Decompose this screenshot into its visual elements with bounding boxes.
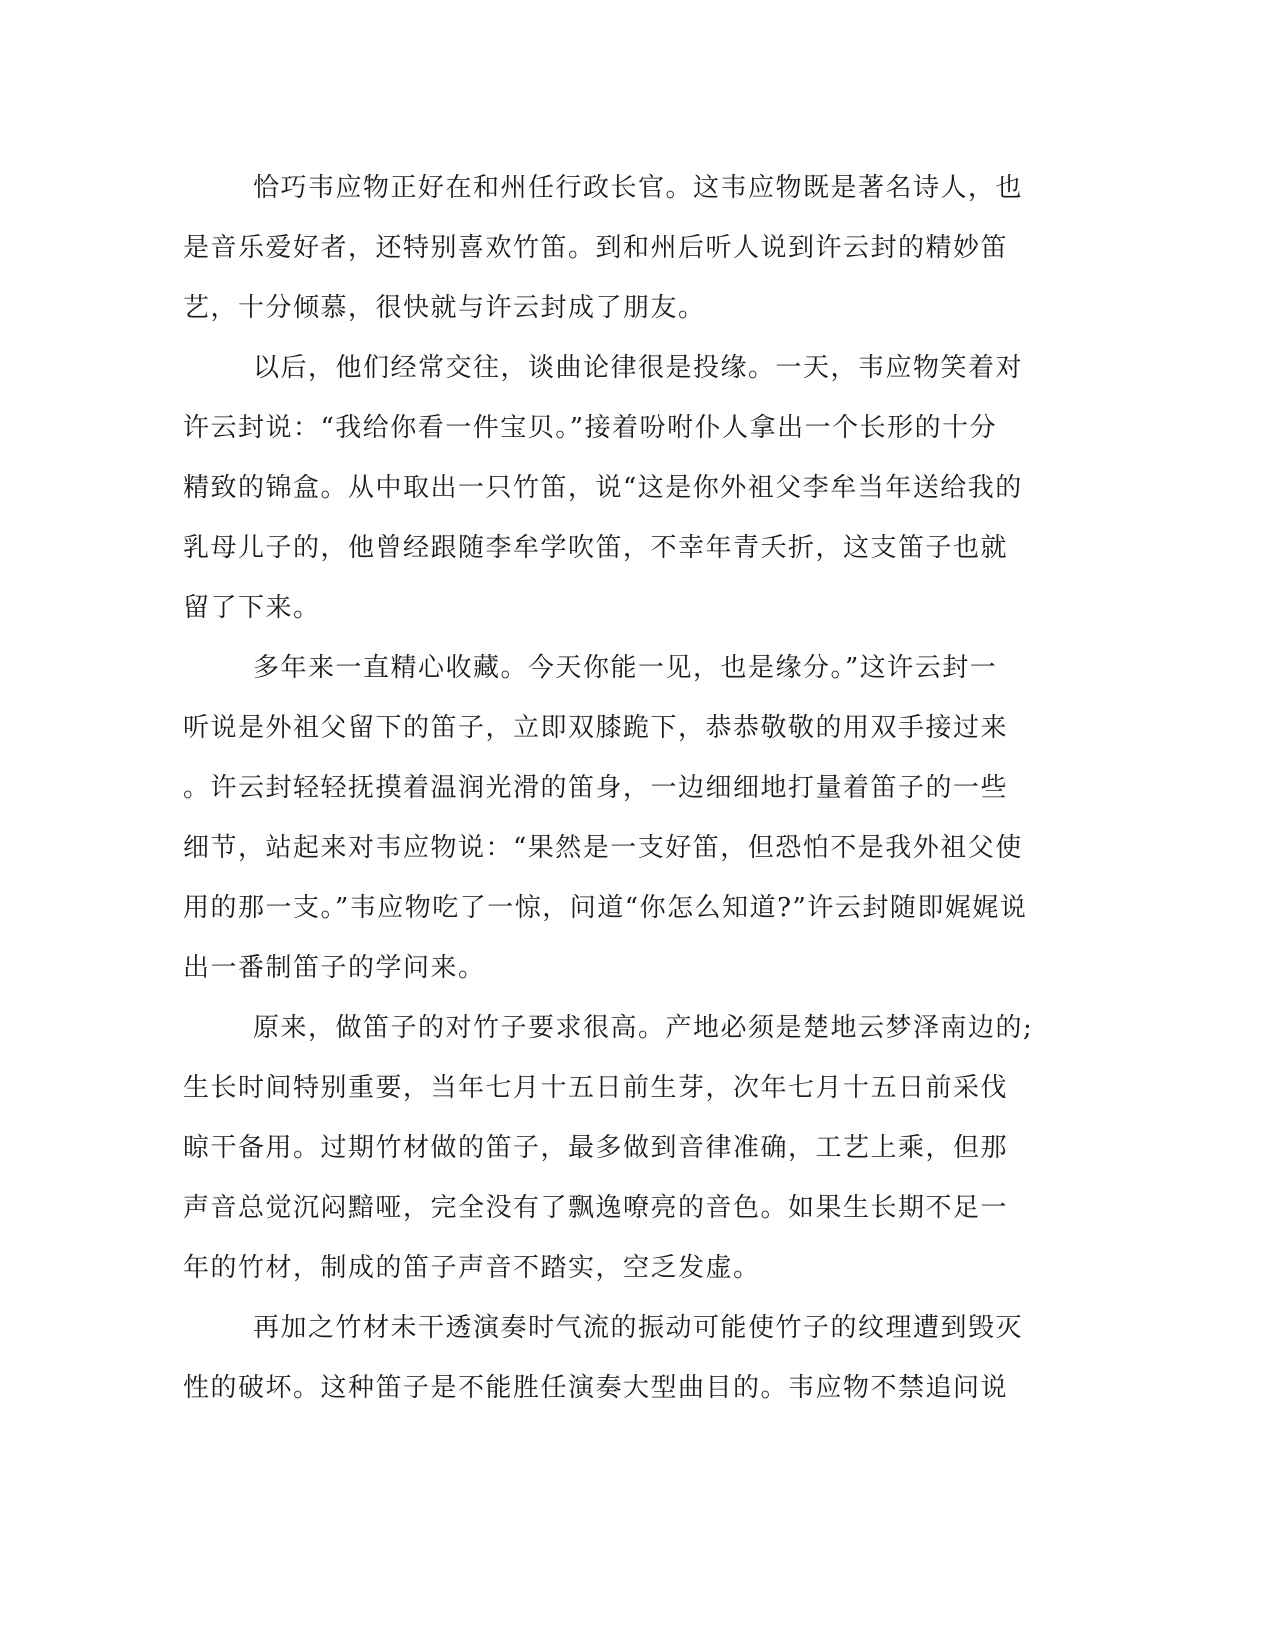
text-line: 艺，十分倾慕，很快就与许云封成了朋友。 — [183, 293, 706, 323]
text-line: 原来，做笛子的对竹子要求很高。产地必须是楚地云梦泽南边的; — [253, 1013, 1034, 1043]
text-line: 听说是外祖父留下的笛子，立即双膝跪下，恭恭敬敬的用双手接过来 — [183, 713, 1009, 743]
text-line: 声音总觉沉闷黯哑，完全没有了飘逸嘹亮的音色。如果生长期不足一 — [183, 1193, 1009, 1223]
text-line: 乳母儿子的，他曾经跟随李牟学吹笛，不幸年青夭折，这支笛子也就 — [183, 533, 1009, 563]
text-line: 出一番制笛子的学问来。 — [183, 953, 486, 983]
text-line: 性的破坏。这种笛子是不能胜任演奏大型曲目的。韦应物不禁追问说 — [183, 1373, 1009, 1403]
text-line: 许云封说：“我给你看一件宝贝。”接着吩咐仆人拿出一个长形的十分 — [183, 413, 998, 443]
text-line: 是音乐爱好者，还特别喜欢竹笛。到和州后听人说到许云封的精妙笛 — [183, 233, 1009, 263]
text-line: 精致的锦盒。从中取出一只竹笛，说“这是你外祖父李牟当年送给我的 — [183, 473, 1023, 503]
text-line: 用的那一支。”韦应物吃了一惊，问道“你怎么知道?”许云封随即娓娓说 — [183, 893, 1028, 923]
text-line: 。许云封轻轻抚摸着温润光滑的笛身，一边细细地打量着笛子的一些 — [183, 773, 1009, 803]
text-line: 晾干备用。过期竹材做的笛子，最多做到音律准确，工艺上乘，但那 — [183, 1133, 1009, 1163]
text-line: 细节，站起来对韦应物说：“果然是一支好笛，但恐怕不是我外祖父使 — [183, 833, 1023, 863]
text-line: 多年来一直精心收藏。今天你能一见，也是缘分。”这许云封一 — [253, 653, 998, 683]
text-line: 生长时间特别重要，当年七月十五日前生芽，次年七月十五日前采伐 — [183, 1073, 1009, 1103]
text-line: 恰巧韦应物正好在和州任行政长官。这韦应物既是著名诗人，也 — [253, 173, 1024, 203]
text-line: 年的竹材，制成的笛子声音不踏实，空乏发虚。 — [183, 1253, 761, 1283]
body-text — [183, 158, 1063, 1418]
text-line: 再加之竹材未干透演奏时气流的振动可能使竹子的纹理遭到毁灭 — [253, 1313, 1024, 1343]
text-line: 以后，他们经常交往，谈曲论律很是投缘。一天，韦应物笑着对 — [253, 353, 1024, 383]
text-line: 留了下来。 — [183, 593, 321, 623]
